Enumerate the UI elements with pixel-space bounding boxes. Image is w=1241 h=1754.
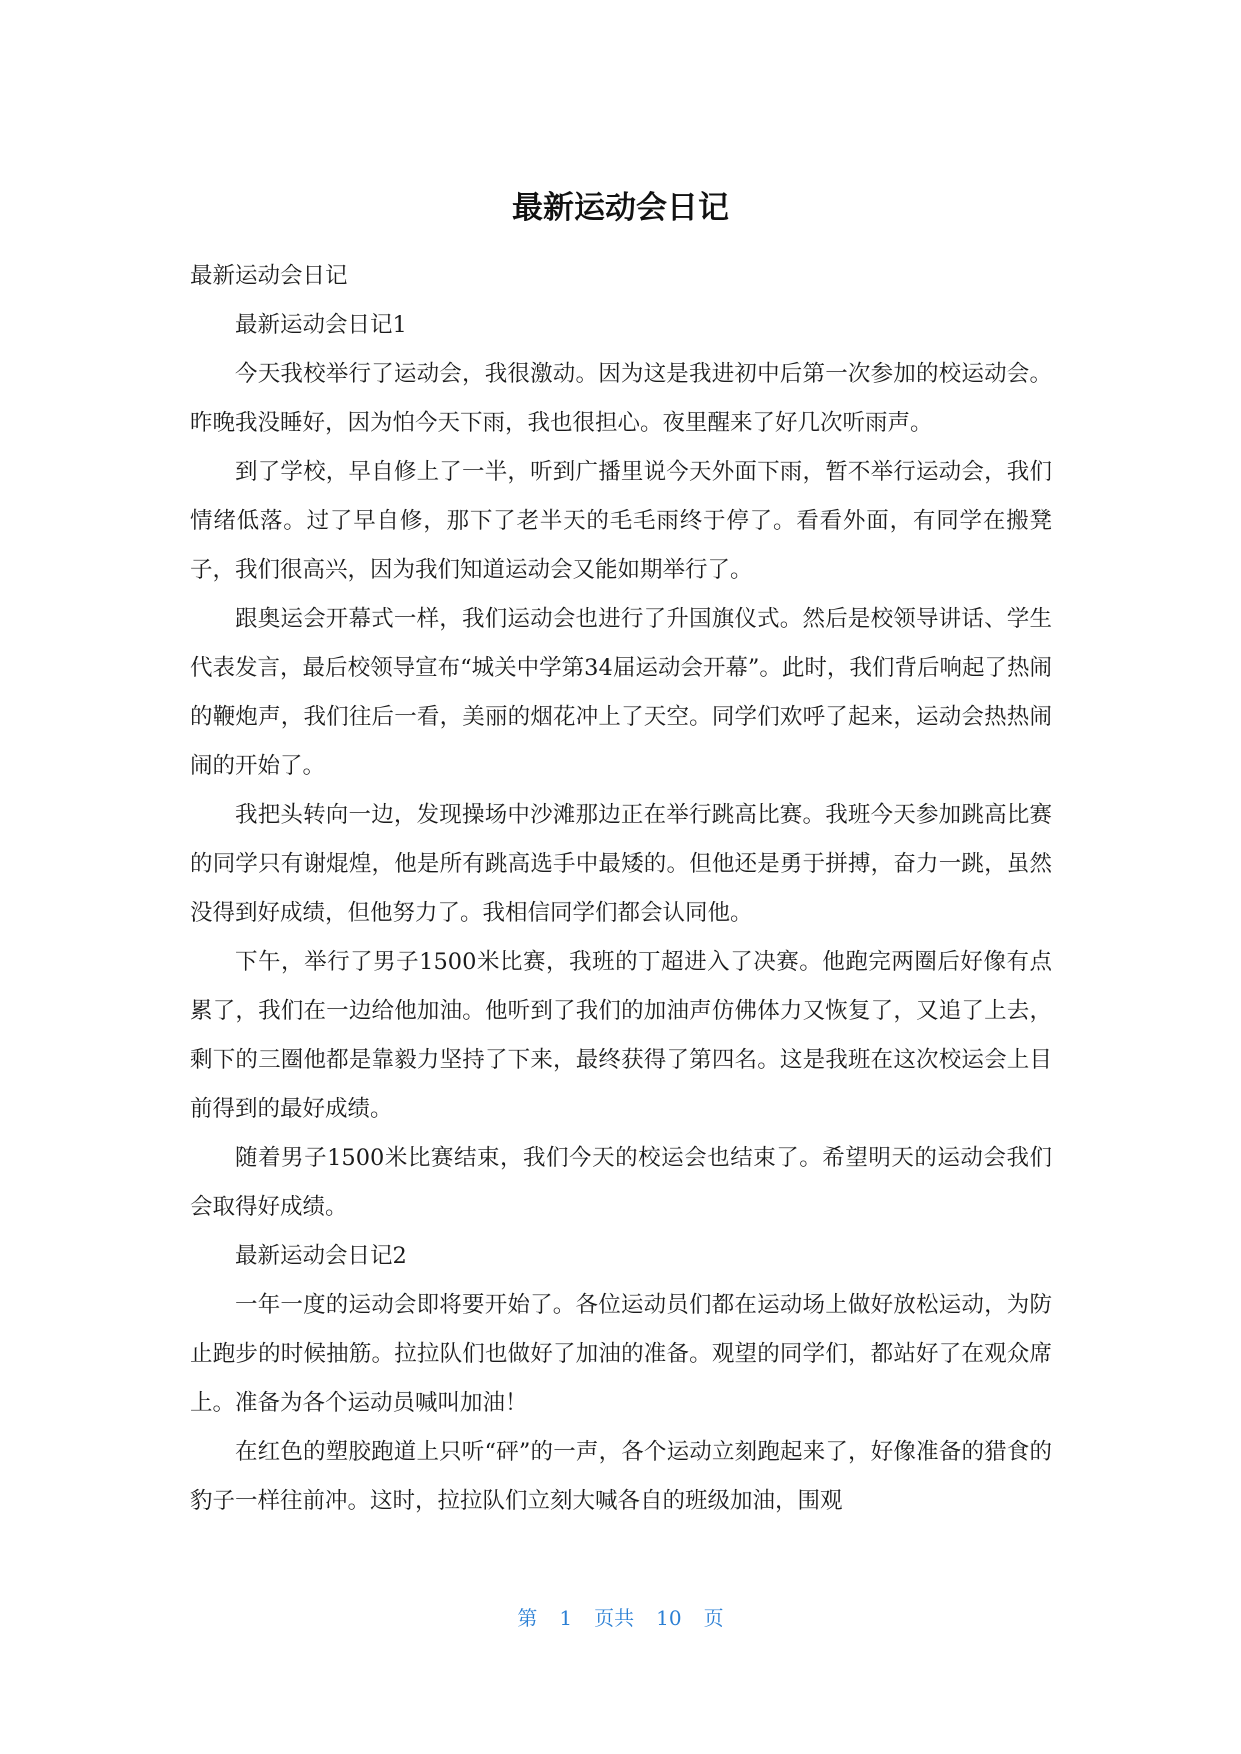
paragraph: 最新运动会日记: [190, 263, 348, 289]
paragraph: 一年一度的运动会即将要开始了。各位运动员们都在运动场上做好放松运动，为防止跑步的时候抽筋。拉拉队们也做好了加油的准备。观望的同学们，都站好了在观众席上。准备为各个运动员喊叫加油！: [190, 1292, 1052, 1416]
footer-suffix: 页: [703, 1606, 724, 1630]
document-title: 最新运动会日记: [512, 190, 729, 226]
page-footer: [0, 1604, 1241, 1632]
paragraph: 跟奥运会开幕式一样，我们运动会也进行了升国旗仪式。然后是校领导讲话、学生代表发言，最后校领导宣布“城关中学第34届运动会开幕”。此时，我们背后响起了热闹的鞭炮声，我们往后一看，美丽的烟花冲上了天空。同学们欢呼了起来，运动会热热闹闹的开始了。: [190, 606, 1052, 779]
paragraph: 最新运动会日记2: [235, 1243, 407, 1269]
paragraph: 今天我校举行了运动会，我很激动。因为这是我进初中后第一次参加的校运动会。昨晚我没睡好，因为怕今天下雨，我也很担心。夜里醒来了好几次听雨声。: [190, 361, 1052, 436]
paragraph: 我把头转向一边，发现操场中沙滩那边正在举行跳高比赛。我班今天参加跳高比赛的同学只有谢焜煌，他是所有跳高选手中最矮的。但他还是勇于拼搏，奋力一跳，虽然没得到好成绩，但他努力了。我相信同学们都会认同他。: [190, 802, 1052, 926]
document-body: [190, 252, 1052, 1526]
footer-prefix: 第: [517, 1606, 538, 1630]
total-pages-number: 10: [656, 1606, 682, 1630]
paragraph: 到了学校，早自修上了一半，听到广播里说今天外面下雨，暂不举行运动会，我们情绪低落。过了早自修，那下了老半天的毛毛雨终于停了。看看外面，有同学在搬凳子，我们很高兴，因为我们知道运动会又能如期举行了。: [190, 459, 1052, 583]
paragraph: 下午，举行了男子1500米比赛，我班的丁超进入了决赛。他跑完两圈后好像有点累了，我们在一边给他加油。他听到了我们的加油声仿佛体力又恢复了，又追了上去，剩下的三圈他都是靠毅力坚持了下来，最终获得了第四名。这是我班在这次校运会上目前得到的最好成绩。: [190, 949, 1052, 1122]
footer-middle: 页共: [594, 1606, 635, 1630]
current-page-number: 1: [559, 1606, 573, 1630]
paragraph: 在红色的塑胶跑道上只听“砰”的一声，各个运动立刻跑起来了，好像准备的猎食的豹子一样往前冲。这时，拉拉队们立刻大喊各自的班级加油，围观: [190, 1439, 1052, 1514]
paragraph: 最新运动会日记1: [235, 312, 407, 338]
paragraph: 随着男子1500米比赛结束，我们今天的校运会也结束了。希望明天的运动会我们会取得好成绩。: [190, 1145, 1052, 1220]
